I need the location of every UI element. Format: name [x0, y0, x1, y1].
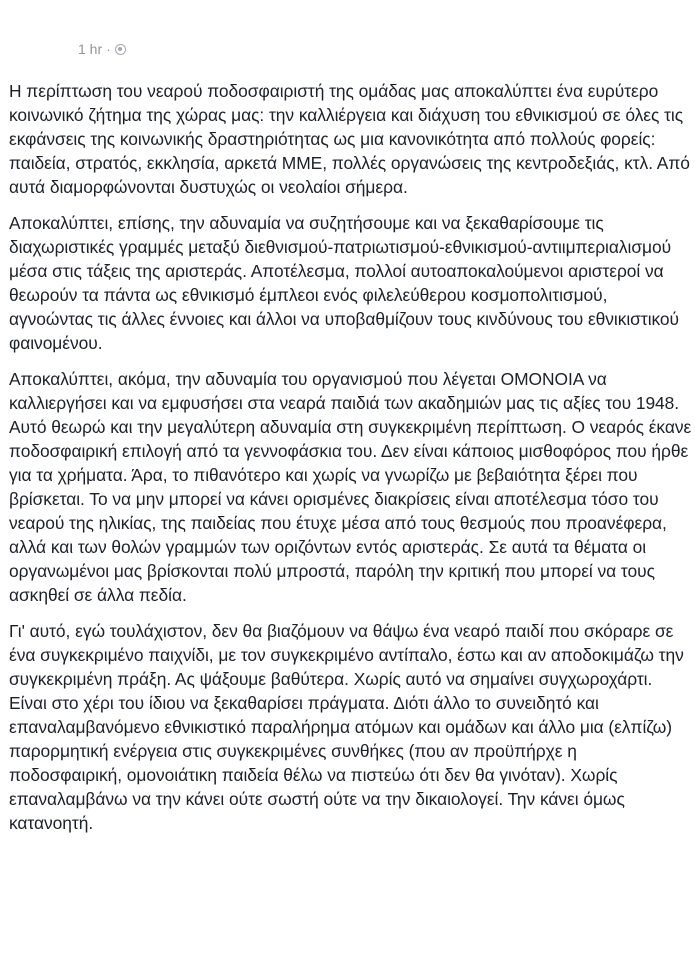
globe-icon[interactable] — [115, 44, 126, 55]
post-paragraph-2: Αποκαλύπτει, επίσης, την αδυναμία να συζητήσουμε και να ξεκαθαρίσουμε τις διαχωριστικές γραμμές μεταξύ διεθνισμού-πατριωτισμού-εθνικισμού-αντιιμπεριαλισμού μέσα στις τάξεις της αριστεράς. Αποτέλεσμα, πολλοί αυτοαποκαλούμενοι αριστεροί να θεωρούν τα πάντα ως εθνικισμό έμπλεοι ενός φιλελεύθερου κοσμοπολιτισμού, αγνοώντας τις άλλες έννοιες και άλλοι να υποβαθμίζουν τους κινδύνους του εθνικιστικού φαινομένου. — [9, 213, 680, 353]
meta-separator: · — [106, 41, 111, 57]
post-meta — [78, 40, 126, 58]
post-paragraph-1: Η περίπτωση του νεαρού ποδοσφαιριστή της ομάδας μας αποκαλύπτει ένα ευρύτερο κοινωνικό ζήτημα της χώρας μας: την καλλιέργεια και διάχυση του εθνικισμού σε όλες τις εκφάνσεις της κοινωνικής δραστηριότητας ως μια κανονικότητα από πολλούς φορείς: παιδεία, στρατός, εκκλησία, αρκετά ΜΜΕ, πολλές οργανώσεις της κεντροδεξιάς, κτλ. Από αυτά διαμορφώνονται δυστυχώς οι νεολαίοι σήμερα. — [9, 81, 690, 197]
post-body — [9, 79, 693, 847]
post-paragraph-3: Αποκαλύπτει, ακόμα, την αδυναμία του οργανισμού που λέγεται ΟΜΟΝΟΙΑ να καλλιεργήσει και να εμφυσήσει στα νεαρά παιδιά των ακαδημιών μας τις αξίες του 1948. Αυτό θεωρώ και την μεγαλύτερη αδυναμία στη συγκεκριμένη περίπτωση. Ο νεαρός έκανε ποδοσφαιρική επιλογή από τα γεννοφάσκια του. Δεν είναι κάποιος μισθοφόρος που ήρθε για τα χρήματα. Άρα, το πιθανότερο και χωρίς να γνωρίζω με βεβαιότητα ξέρει που βρίσκεται. Το να μην μπορεί να κάνει ορισμένες διακρίσεις είναι αποτέλεσμα τόσο του νεαρού της ηλικίας, της παιδείας που έτυχε μέσα από τους θεσμούς που προανέφερα, αλλά και των θολών γραμμών των οριζόντων εντός αριστεράς. Σε αυτά τα θέματα οι οργανωμένοι μας βρίσκονται πολύ μπροστά, παρόλη την κριτική που μπορεί να τους ασκηθεί σε άλλα πεδία. — [9, 369, 692, 605]
post-timestamp[interactable]: 1 hr — [78, 41, 103, 57]
post-paragraph-4: Γι' αυτό, εγώ τουλάχιστον, δεν θα βιαζόμουν να θάψω ένα νεαρό παιδί που σκόραρε σε ένα συγκεκριμένο παιχνίδι, με τον συγκεκριμένο αντίπαλο, έστω και αν αποδοκιμάζω την συγκεκριμένη πράξη. Ας ψάξουμε βαθύτερα. Χωρίς αυτό να σημαίνει συγχωροχάρτι. Είναι στο χέρι του ίδιου να ξεκαθαρίσει πράγματα. Διότι άλλο το συνειδητό και επαναλαμβανόμενο εθνικιστικό παραλήρημα ατόμων και ομάδων και άλλο μια (ελπίζω) παρορμητική ενέργεια στις συγκεκριμένες συνθήκες (που αν προϋπήρχε η ποδοσφαιρική, ομονοιάτικη παιδεία θέλω να πιστεύω ότι δεν θα γινόταν). Χωρίς επαναλαμβάνω να την κάνει ούτε σωστή ούτε να την δικαιολογεί. Την κάνει όμως κατανοητή. — [9, 621, 684, 833]
